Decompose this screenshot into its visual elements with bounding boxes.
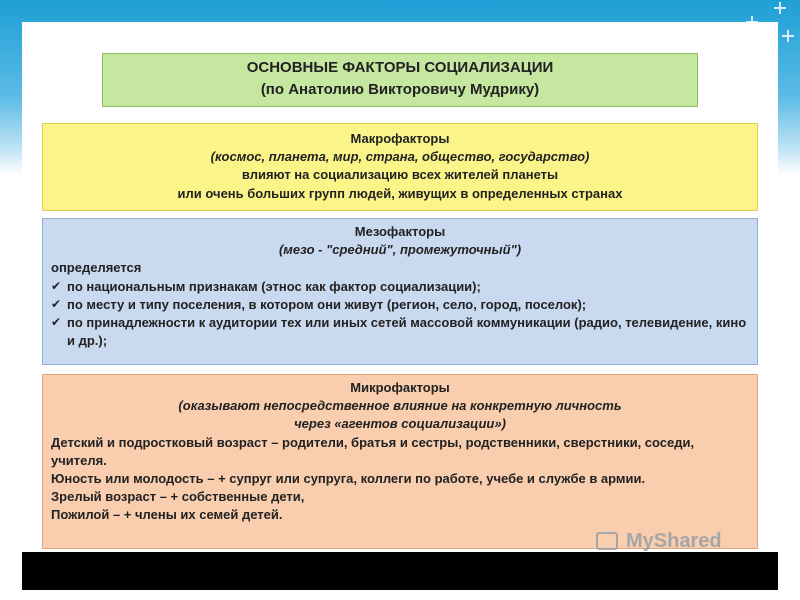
list-item [51,278,749,296]
micro-heading: Микрофакторы [350,380,450,395]
micro-text-2: Юность или молодость – + супруг или супруга, коллеги по работе, учебе и службе в армии. [51,470,646,486]
meso-heading: Мезофакторы [354,224,446,239]
title-line-1: ОСНОВНЫЕ ФАКТОРЫ СОЦИАЛИЗАЦИИ [246,59,554,76]
watermark-logo [596,530,746,554]
macro-factors-box [42,123,758,211]
macro-heading: Макрофакторы [350,131,450,146]
title-box [102,53,698,107]
micro-text-4: Пожилой – + члены их семей детей. [51,507,283,523]
macro-subtitle: (космос, планета, мир, страна, общество, государство) [210,149,590,165]
micro-subtitle-1: (оказывают непосредственное влияние на конкретную личность [178,398,622,414]
checkmark-icon: ✔ [51,314,62,329]
list-item-text: по принадлежности к аудитории тех или иных сетей массовой коммуникации (радио, телевидение, кино и др.); [67,314,747,349]
meso-subtitle: (мезо - "средний", промежуточный") [278,242,522,258]
slide-content [22,22,778,552]
meso-intro: определяется [51,260,142,276]
micro-text-3: Зрелый возраст – + собственные дети, [51,489,305,505]
title-line-2: (по Анатолию Викторовичу Мудрику) [260,80,540,98]
list-item [51,314,749,350]
checkmark-icon: ✔ [51,296,62,311]
list-item-text: по национальным признакам (этнос как фактор социализации); [67,278,481,294]
macro-text-1: влияют на социализацию всех жителей планеты [241,167,559,183]
macro-text-2: или очень больших групп людей, живущих в определенных странах [177,185,623,201]
micro-factors-box [42,374,758,549]
chart-icon [596,532,618,550]
meso-list [51,278,749,351]
checkmark-icon: ✔ [51,278,62,293]
meso-factors-box [42,218,758,365]
list-item [51,296,749,314]
list-item-text: по месту и типу поселения, в котором они живут (регион, село, город, поселок); [67,296,587,312]
black-footer-bar [22,552,778,590]
watermark-text: MyShared [626,530,722,552]
micro-text-1: Детский и подростковый возраст – родители, братья и сестры, родственники, сверстники, соседи, учителя. [51,434,695,468]
micro-subtitle-2: через «агентов социализации») [294,416,506,432]
